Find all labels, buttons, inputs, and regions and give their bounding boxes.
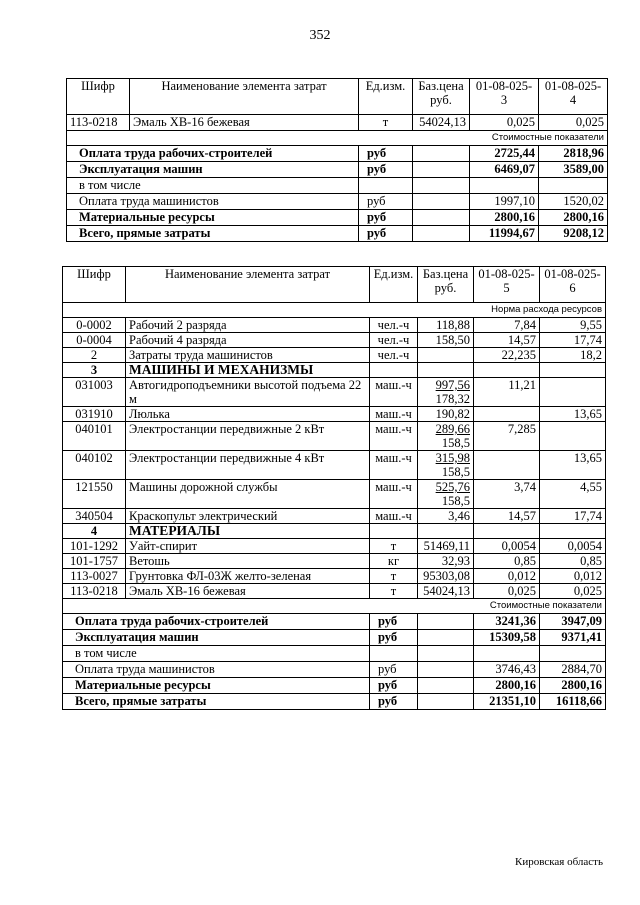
cell-b: 4,55 bbox=[540, 480, 606, 509]
cell-unit: т bbox=[370, 584, 418, 599]
cell-name: МАШИНЫ И МЕХАНИЗМЫ bbox=[126, 363, 370, 378]
section-row bbox=[63, 348, 606, 363]
summary-empty bbox=[413, 226, 470, 242]
cell-name: Грунтовка ФЛ-03Ж желто-зеленая bbox=[126, 569, 370, 584]
cell-unit: маш.-ч bbox=[370, 451, 418, 480]
cell-unit: маш.-ч bbox=[370, 407, 418, 422]
cell-price: 51469,11 bbox=[418, 539, 474, 554]
cell-b: 0,85 bbox=[540, 554, 606, 569]
summary-row bbox=[63, 646, 606, 662]
header-unit: Ед.изм. bbox=[370, 267, 418, 303]
summary-b bbox=[540, 646, 606, 662]
summary-name: Всего, прямые затраты bbox=[63, 694, 370, 710]
table-row bbox=[63, 480, 606, 509]
summary-a: 2800,16 bbox=[474, 678, 540, 694]
price-total: 525,76 bbox=[435, 480, 470, 494]
summary-row bbox=[67, 178, 608, 194]
section-label: Стоимостные показатели bbox=[63, 599, 606, 614]
cell-unit: маш.-ч bbox=[370, 378, 418, 407]
summary-b: 3947,09 bbox=[540, 614, 606, 630]
cell-name: Ветошь bbox=[126, 554, 370, 569]
summary-row bbox=[63, 662, 606, 678]
cell-name: Машины дорожной службы bbox=[126, 480, 370, 509]
summary-a: 3746,43 bbox=[474, 662, 540, 678]
price-operator-wage: 158,5 bbox=[441, 436, 470, 450]
cell-a: 0,0054 bbox=[474, 539, 540, 554]
table-row bbox=[63, 569, 606, 584]
summary-row bbox=[67, 194, 608, 210]
cell-name: Электростанции передвижные 4 кВт bbox=[126, 451, 370, 480]
cell-price: 95303,08 bbox=[418, 569, 474, 584]
cell-a: 7,84 bbox=[474, 318, 540, 333]
summary-a bbox=[474, 646, 540, 662]
summary-row bbox=[63, 694, 606, 710]
cell-code: 340504 bbox=[63, 509, 126, 524]
summary-row bbox=[67, 146, 608, 162]
price-operator-wage: 158,5 bbox=[441, 494, 470, 508]
cell-name: Затраты труда машинистов bbox=[126, 348, 370, 363]
cell-b: 17,74 bbox=[540, 509, 606, 524]
cell-code: 121550 bbox=[63, 480, 126, 509]
header-base-price: Баз.цена руб. bbox=[413, 79, 470, 115]
summary-unit: руб bbox=[359, 194, 413, 210]
cell-code: 113-0218 bbox=[67, 115, 130, 131]
summary-empty bbox=[413, 210, 470, 226]
table-row bbox=[63, 509, 606, 524]
summary-b: 2800,16 bbox=[540, 678, 606, 694]
region-footer: Кировская область bbox=[515, 856, 604, 868]
cell-a: 0,025 bbox=[474, 584, 540, 599]
table-row bbox=[63, 407, 606, 422]
cell-unit: чел.-ч bbox=[370, 318, 418, 333]
cell-b: 0,025 bbox=[539, 115, 608, 131]
cell-code: 040102 bbox=[63, 451, 126, 480]
cell-b: 0,012 bbox=[540, 569, 606, 584]
table-row bbox=[63, 554, 606, 569]
cell-code: 113-0218 bbox=[63, 584, 126, 599]
resource-table-2 bbox=[62, 266, 606, 710]
table-row bbox=[63, 318, 606, 333]
summary-unit bbox=[359, 178, 413, 194]
cell-b: 13,65 bbox=[540, 451, 606, 480]
summary-a bbox=[470, 178, 539, 194]
cell-a: 3,74 bbox=[474, 480, 540, 509]
cell-a: 7,285 bbox=[474, 422, 540, 451]
summary-a: 2725,44 bbox=[470, 146, 539, 162]
cell-a: 0,025 bbox=[470, 115, 539, 131]
summary-b: 1520,02 bbox=[539, 194, 608, 210]
header-name: Наименование элемента затрат bbox=[130, 79, 359, 115]
cell-price: 158,50 bbox=[418, 333, 474, 348]
cell-name: Люлька bbox=[126, 407, 370, 422]
summary-name: в том числе bbox=[63, 646, 370, 662]
cell-code: 040101 bbox=[63, 422, 126, 451]
cell-b bbox=[540, 378, 606, 407]
summary-unit: руб bbox=[370, 678, 418, 694]
header-base-price: Баз.цена руб. bbox=[418, 267, 474, 303]
cell-price bbox=[418, 451, 474, 480]
cell-unit: чел.-ч bbox=[370, 348, 418, 363]
summary-name: в том числе bbox=[67, 178, 359, 194]
price-operator-wage: 158,5 bbox=[441, 465, 470, 479]
table-header bbox=[67, 79, 608, 115]
cell-b bbox=[540, 524, 606, 539]
table-row bbox=[67, 115, 608, 131]
cell-name: Электростанции передвижные 2 кВт bbox=[126, 422, 370, 451]
summary-row bbox=[63, 678, 606, 694]
cell-a: 0,012 bbox=[474, 569, 540, 584]
cell-name: МАТЕРИАЛЫ bbox=[126, 524, 370, 539]
table-row bbox=[63, 584, 606, 599]
cell-b: 0,0054 bbox=[540, 539, 606, 554]
summary-empty bbox=[413, 194, 470, 210]
cell-code: 101-1292 bbox=[63, 539, 126, 554]
section-label: Стоимостные показатели bbox=[67, 131, 608, 146]
summary-a: 15309,58 bbox=[474, 630, 540, 646]
summary-empty bbox=[418, 678, 474, 694]
resource-table-1 bbox=[66, 78, 608, 242]
cell-unit bbox=[370, 363, 418, 378]
cell-unit bbox=[370, 524, 418, 539]
summary-row bbox=[67, 162, 608, 178]
summary-a: 3241,36 bbox=[474, 614, 540, 630]
cell-name: Рабочий 4 разряда bbox=[126, 333, 370, 348]
cell-b: 18,2 bbox=[540, 348, 606, 363]
summary-a: 21351,10 bbox=[474, 694, 540, 710]
summary-a: 6469,07 bbox=[470, 162, 539, 178]
cell-price: 54024,13 bbox=[418, 584, 474, 599]
summary-unit: руб bbox=[359, 210, 413, 226]
summary-unit: руб bbox=[359, 226, 413, 242]
summary-empty bbox=[418, 646, 474, 662]
summary-name: Оплата труда машинистов bbox=[63, 662, 370, 678]
summary-name: Оплата труда рабочих-строителей bbox=[63, 614, 370, 630]
header-col-a: 01-08-025-5 bbox=[474, 267, 540, 303]
cell-price: 190,82 bbox=[418, 407, 474, 422]
header-unit: Ед.изм. bbox=[359, 79, 413, 115]
summary-name: Материальные ресурсы bbox=[67, 210, 359, 226]
summary-b: 2884,70 bbox=[540, 662, 606, 678]
cell-price: 32,93 bbox=[418, 554, 474, 569]
cell-a bbox=[474, 363, 540, 378]
cell-code: 113-0027 bbox=[63, 569, 126, 584]
summary-empty bbox=[418, 694, 474, 710]
section-row bbox=[63, 524, 606, 539]
cell-price bbox=[418, 363, 474, 378]
cell-name: Уайт-спирит bbox=[126, 539, 370, 554]
cell-price bbox=[418, 378, 474, 407]
cell-a bbox=[474, 451, 540, 480]
cell-code: 101-1757 bbox=[63, 554, 126, 569]
summary-empty bbox=[418, 614, 474, 630]
table-row bbox=[63, 333, 606, 348]
summary-unit: руб bbox=[370, 662, 418, 678]
summary-a: 1997,10 bbox=[470, 194, 539, 210]
cell-a: 11,21 bbox=[474, 378, 540, 407]
cell-price: 118,88 bbox=[418, 318, 474, 333]
summary-empty bbox=[418, 662, 474, 678]
cell-price: 54024,13 bbox=[413, 115, 470, 131]
summary-b: 9371,41 bbox=[540, 630, 606, 646]
section-label-row bbox=[67, 131, 608, 146]
cell-a: 14,57 bbox=[474, 509, 540, 524]
cell-b: 0,025 bbox=[540, 584, 606, 599]
cell-code: 0-0002 bbox=[63, 318, 126, 333]
summary-a: 11994,67 bbox=[470, 226, 539, 242]
summary-name: Оплата труда рабочих-строителей bbox=[67, 146, 359, 162]
price-total: 997,56 bbox=[435, 378, 470, 392]
cell-price bbox=[418, 524, 474, 539]
cell-unit: маш.-ч bbox=[370, 480, 418, 509]
header-col-a: 01-08-025-3 bbox=[470, 79, 539, 115]
summary-b: 2818,96 bbox=[539, 146, 608, 162]
cell-b: 17,74 bbox=[540, 333, 606, 348]
summary-row bbox=[63, 614, 606, 630]
header-code: Шифр bbox=[63, 267, 126, 303]
summary-b: 9208,12 bbox=[539, 226, 608, 242]
summary-row bbox=[67, 210, 608, 226]
summary-b bbox=[539, 178, 608, 194]
cell-unit: т bbox=[370, 539, 418, 554]
summary-empty bbox=[413, 146, 470, 162]
summary-b: 2800,16 bbox=[539, 210, 608, 226]
cell-b bbox=[540, 363, 606, 378]
summary-row bbox=[63, 630, 606, 646]
header-col-b: 01-08-025-4 bbox=[539, 79, 608, 115]
cell-b: 13,65 bbox=[540, 407, 606, 422]
cell-price: 3,46 bbox=[418, 509, 474, 524]
cell-price bbox=[418, 480, 474, 509]
price-total: 289,66 bbox=[435, 422, 470, 436]
cell-a: 22,235 bbox=[474, 348, 540, 363]
summary-empty bbox=[413, 178, 470, 194]
summary-unit: руб bbox=[370, 694, 418, 710]
summary-unit: руб bbox=[359, 162, 413, 178]
cell-unit: т bbox=[370, 569, 418, 584]
summary-unit: руб bbox=[359, 146, 413, 162]
cell-unit: чел.-ч bbox=[370, 333, 418, 348]
cell-unit: т bbox=[359, 115, 413, 131]
table-row bbox=[63, 539, 606, 554]
cell-name: Краскопульт электрический bbox=[126, 509, 370, 524]
summary-empty bbox=[418, 630, 474, 646]
summary-row bbox=[67, 226, 608, 242]
cell-name: Эмаль ХВ-16 бежевая bbox=[126, 584, 370, 599]
table-row bbox=[63, 451, 606, 480]
cell-a bbox=[474, 524, 540, 539]
summary-a: 2800,16 bbox=[470, 210, 539, 226]
section-row bbox=[63, 363, 606, 378]
cell-unit: маш.-ч bbox=[370, 509, 418, 524]
summary-unit bbox=[370, 646, 418, 662]
cell-price bbox=[418, 422, 474, 451]
cell-code: 0-0004 bbox=[63, 333, 126, 348]
cell-b: 9,55 bbox=[540, 318, 606, 333]
summary-b: 3589,00 bbox=[539, 162, 608, 178]
summary-unit: руб bbox=[370, 614, 418, 630]
header-col-b: 01-08-025-6 bbox=[540, 267, 606, 303]
norm-label: Норма расхода ресурсов bbox=[63, 303, 606, 318]
summary-name: Всего, прямые затраты bbox=[67, 226, 359, 242]
summary-name: Эксплуатация машин bbox=[63, 630, 370, 646]
cell-price bbox=[418, 348, 474, 363]
cell-name: Рабочий 2 разряда bbox=[126, 318, 370, 333]
norm-label-row bbox=[63, 303, 606, 318]
header-code: Шифр bbox=[67, 79, 130, 115]
price-total: 315,98 bbox=[435, 451, 470, 465]
summary-name: Оплата труда машинистов bbox=[67, 194, 359, 210]
cell-code: 2 bbox=[63, 348, 126, 363]
cell-a: 0,85 bbox=[474, 554, 540, 569]
cell-b bbox=[540, 422, 606, 451]
table-row bbox=[63, 422, 606, 451]
summary-empty bbox=[413, 162, 470, 178]
page-number: 352 bbox=[309, 28, 331, 43]
cell-code: 031910 bbox=[63, 407, 126, 422]
cell-a: 14,57 bbox=[474, 333, 540, 348]
table-header bbox=[63, 267, 606, 303]
summary-name: Материальные ресурсы bbox=[63, 678, 370, 694]
summary-name: Эксплуатация машин bbox=[67, 162, 359, 178]
section-label-row bbox=[63, 599, 606, 614]
cell-code: 3 bbox=[63, 363, 126, 378]
cell-code: 031003 bbox=[63, 378, 126, 407]
cell-name: Эмаль ХВ-16 бежевая bbox=[130, 115, 359, 131]
cell-unit: маш.-ч bbox=[370, 422, 418, 451]
summary-b: 16118,66 bbox=[540, 694, 606, 710]
header-name: Наименование элемента затрат bbox=[126, 267, 370, 303]
cell-unit: кг bbox=[370, 554, 418, 569]
cell-code: 4 bbox=[63, 524, 126, 539]
cell-name: Автогидроподъемники высотой подъема 22 м bbox=[126, 378, 370, 407]
table-row bbox=[63, 378, 606, 407]
cell-a bbox=[474, 407, 540, 422]
price-operator-wage: 178,32 bbox=[435, 392, 470, 406]
summary-unit: руб bbox=[370, 630, 418, 646]
